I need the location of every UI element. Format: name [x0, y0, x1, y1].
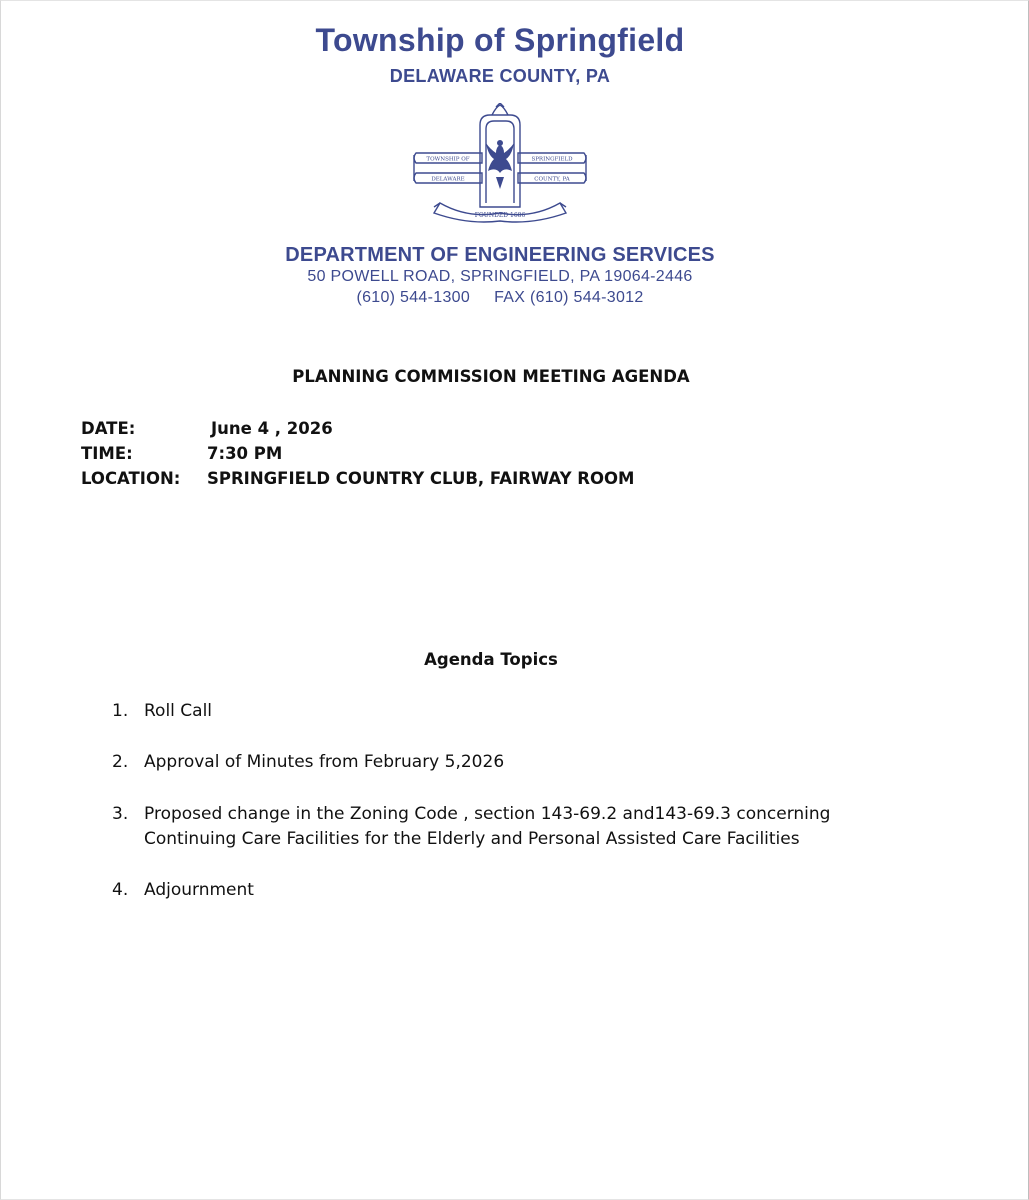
item-number: 1.: [112, 701, 129, 721]
seal-banner-text: FOUNDED 1686: [474, 212, 526, 219]
item-number: 3.: [112, 804, 129, 824]
topics-title: Agenda Topics: [424, 650, 558, 669]
item-text: Adjournment: [144, 880, 254, 900]
time-value: 7:30 PM: [207, 444, 283, 463]
seal-ribbon-text: COUNTY, PA: [534, 176, 570, 183]
time-label: TIME:: [81, 444, 133, 463]
seal-ribbon-text: DELAWARE: [431, 176, 465, 183]
date-label: DATE:: [81, 419, 136, 438]
department-name: DEPARTMENT OF ENGINEERING SERVICES: [285, 244, 715, 266]
township-seal-icon: [410, 103, 590, 223]
item-text-continued: Continuing Care Facilities for the Elderly and Personal Assisted Care Facilities: [144, 829, 800, 849]
item-number: 4.: [112, 880, 129, 900]
seal-ribbon-text: TOWNSHIP OF: [426, 156, 470, 163]
letterhead-county: DELAWARE COUNTY, PA: [389, 66, 611, 86]
item-text: Roll Call: [144, 701, 213, 721]
department-address: 50 POWELL ROAD, SPRINGFIELD, PA 19064-2446: [307, 268, 693, 285]
department-contact: [0, 289, 1000, 307]
agenda-title: PLANNING COMMISSION MEETING AGENDA: [292, 367, 690, 386]
item-text: Proposed change in the Zoning Code , section 143-69.2 and143-69.3 concerning: [144, 804, 831, 824]
item-text: Approval of Minutes from February 5,2026: [144, 752, 505, 772]
phone-number: (610) 544-1300: [356, 289, 471, 306]
seal-ribbon-text: SPRINGFIELD: [531, 156, 573, 163]
location-value: SPRINGFIELD COUNTRY CLUB, FAIRWAY ROOM: [207, 469, 635, 488]
date-value: June 4 , 2026: [211, 419, 333, 438]
location-label: LOCATION:: [81, 469, 181, 488]
item-number: 2.: [112, 752, 129, 772]
fax-number: FAX (610) 544-3012: [494, 289, 644, 306]
letterhead-title: Township of Springfield: [315, 22, 685, 58]
